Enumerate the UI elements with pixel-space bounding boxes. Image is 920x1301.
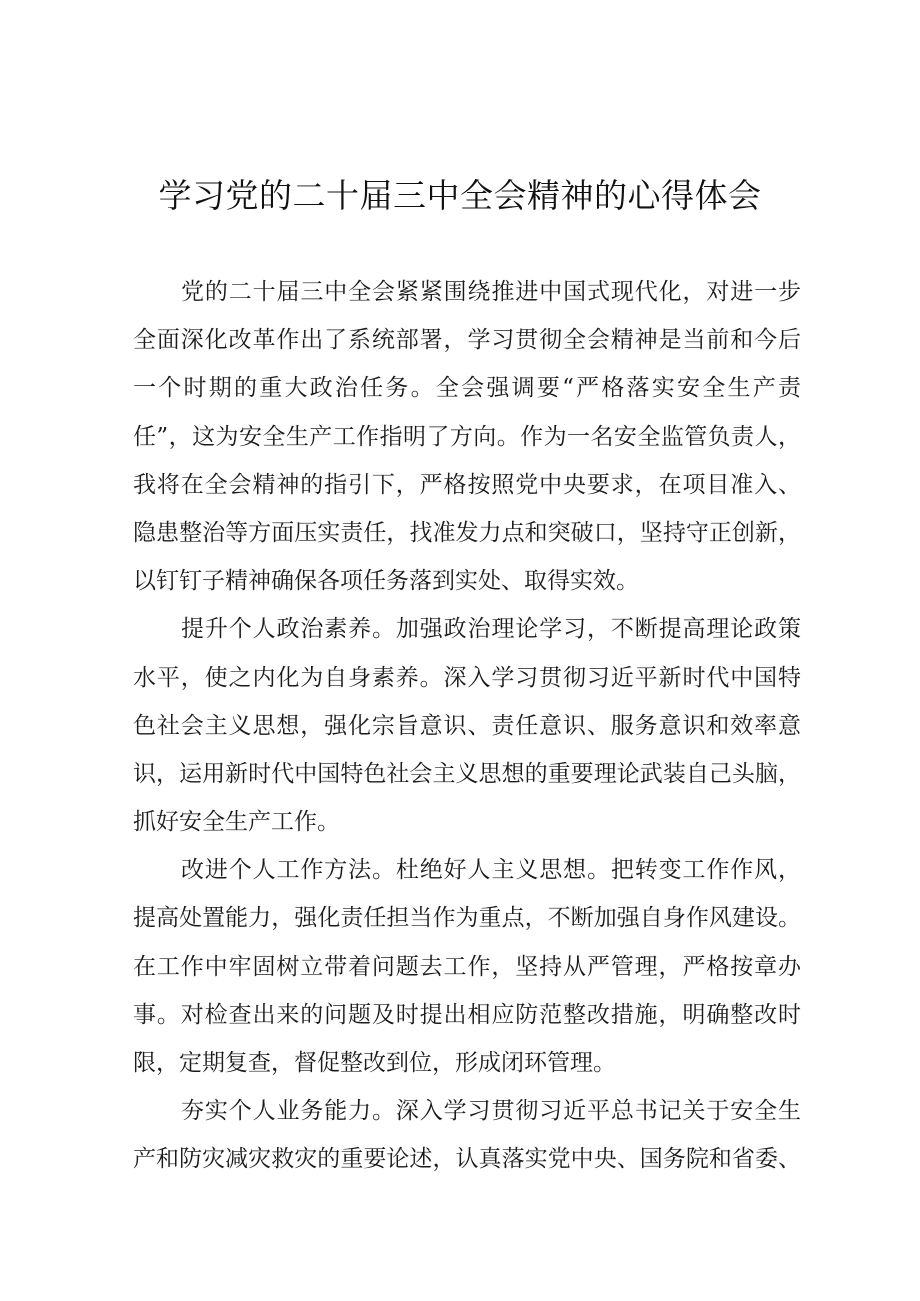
paragraph bbox=[133, 846, 801, 1087]
paragraph-line: 隐患整治等方面压实责任，找准发力点和突破口，坚持守正创新， bbox=[133, 519, 801, 546]
paragraph-line: 在工作中牢固树立带着问题去工作，坚持从严管理，严格按章办 bbox=[133, 953, 801, 980]
paragraph-line: 限，定期复查，督促整改到位，形成闭环管理。 bbox=[133, 1050, 616, 1076]
paragraph-line: 提升个人政治素养。加强政治理论学习，不断提高理论政策 bbox=[181, 616, 801, 643]
paragraph-line: 任”，这为安全生产工作指明了方向。作为一名安全监管负责人， bbox=[133, 423, 801, 450]
paragraph bbox=[133, 605, 801, 846]
paragraph-line: 事。对检查出来的问题及时提出相应防范整改措施，明确整改时 bbox=[133, 1001, 801, 1028]
paragraph-line: 我将在全会精神的指引下，严格按照党中央要求，在项目准入、 bbox=[133, 471, 801, 498]
paragraph-line: 水平，使之内化为自身素养。深入学习贯彻习近平新时代中国特 bbox=[133, 664, 801, 691]
paragraph-line: 党的二十届三中全会紧紧围绕推进中国式现代化，对进一步 bbox=[181, 279, 801, 305]
document-body bbox=[133, 268, 801, 1184]
paragraph-line: 全面深化改革作出了系统部署，学习贯彻全会精神是当前和今后 bbox=[133, 327, 801, 354]
paragraph-line: 抓好安全生产工作。 bbox=[133, 809, 340, 836]
paragraph-line: 改进个人工作方法。杜绝好人主义思想。把转变工作作风， bbox=[181, 857, 801, 884]
paragraph-line: 夯实个人业务能力。深入学习贯彻习近平总书记关于安全生 bbox=[181, 1098, 801, 1125]
paragraph-line: 识，运用新时代中国特色社会主义思想的重要理论武装自己头脑， bbox=[133, 760, 801, 787]
paragraph bbox=[133, 268, 801, 605]
document-title: 学习党的二十届三中全会精神的心得体会 bbox=[158, 176, 762, 215]
paragraph bbox=[133, 1087, 801, 1183]
paragraph-line: 以钉钉子精神确保各项任务落到实处、取得实效。 bbox=[133, 568, 639, 595]
paragraph-line: 色社会主义思想，强化宗旨意识、责任意识、服务意识和效率意 bbox=[133, 712, 801, 739]
paragraph-line: 提高处置能力，强化责任担当作为重点，不断加强自身作风建设。 bbox=[133, 905, 801, 932]
paragraph-line: 一个时期的重大政治任务。全会强调要“严格落实安全生产责 bbox=[133, 375, 801, 402]
paragraph-line: 产和防灾减灾救灾的重要论述，认真落实党中央、国务院和省委、 bbox=[133, 1146, 801, 1173]
